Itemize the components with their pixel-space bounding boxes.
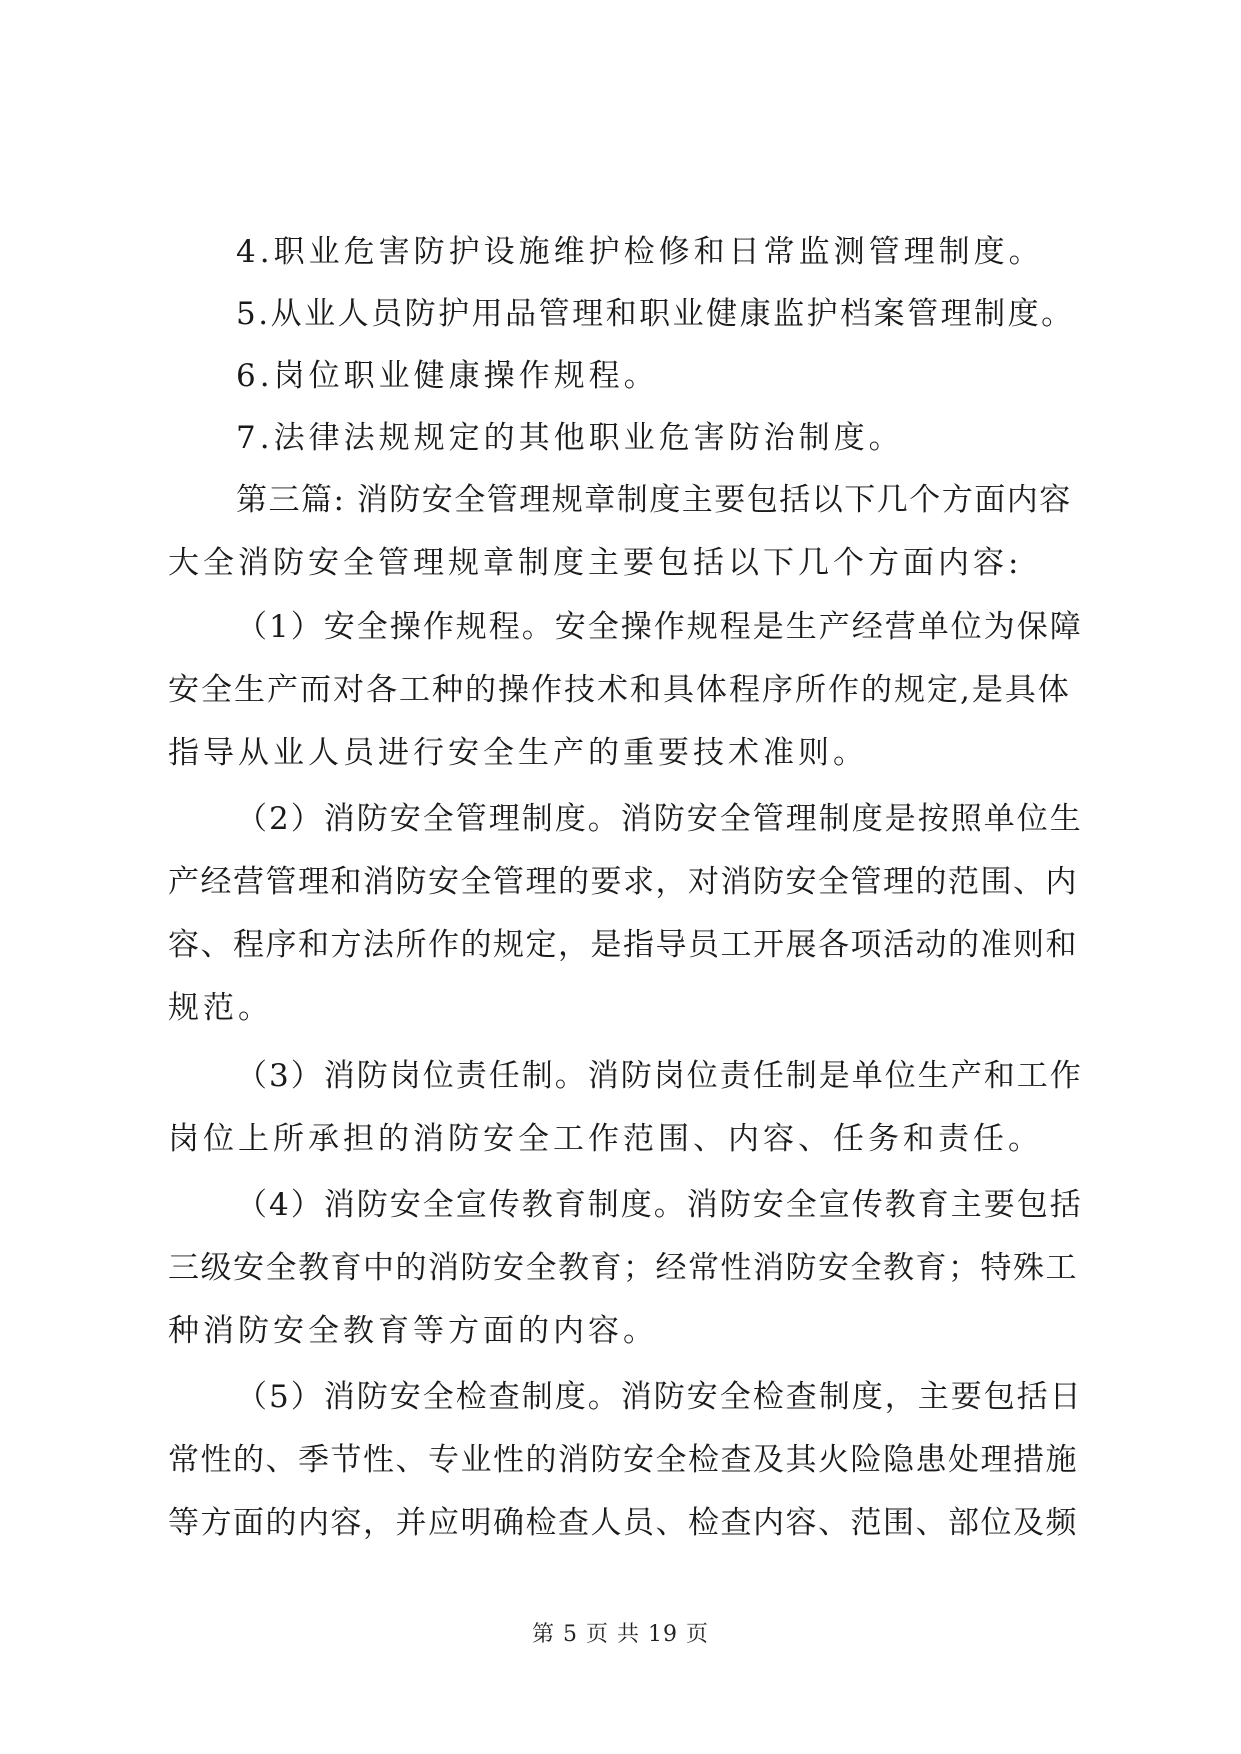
body-line: 产经营管理和消防安全管理的要求，对消防安全管理的范围、内: [168, 864, 1078, 900]
paragraph-line: （2）消防安全管理制度。消防安全管理制度是按照单位生: [236, 801, 1083, 837]
body-line: 4.职业危害防护设施维护检修和日常监测管理制度。: [236, 234, 1044, 270]
body-line: 三级安全教育中的消防安全教育；经常性消防安全教育；特殊工: [168, 1250, 1078, 1286]
paragraph-line: （3）消防岗位责任制。消防岗位责任制是单位生产和工作: [236, 1058, 1083, 1094]
paragraph-line: （5）消防安全检查制度。消防安全检查制度，主要包括日: [236, 1379, 1083, 1415]
body-line: 常性的、季节性、专业性的消防安全检查及其火险隐患处理措施: [168, 1442, 1078, 1478]
body-line: 大全消防安全管理规章制度主要包括以下几个方面内容:: [168, 545, 1023, 581]
paragraph-line: （4）消防安全宣传教育制度。消防安全宣传教育主要包括: [236, 1187, 1083, 1223]
body-line: 规范。: [168, 990, 273, 1026]
paragraph-line: （1）安全操作规程。安全操作规程是生产经营单位为保障: [236, 609, 1083, 645]
body-line: 安全生产而对各工种的操作技术和具体程序所作的规定,是具体: [168, 672, 1071, 708]
body-line: 等方面的内容，并应明确检查人员、检查内容、范围、部位及频: [168, 1505, 1078, 1541]
body-line: 岗位上所承担的消防安全工作范围、内容、任务和责任。: [168, 1121, 1043, 1157]
page-number-footer: 第 5 页 共 19 页: [532, 1622, 709, 1647]
body-line: 6.岗位职业健康操作规程。: [236, 358, 659, 394]
section-heading-line: 第三篇: 消防安全管理规章制度主要包括以下几个方面内容: [236, 482, 1072, 518]
body-line: 5.从业人员防护用品管理和职业健康监护档案管理制度。: [236, 296, 1075, 332]
body-line: 指导从业人员进行安全生产的重要技术准则。: [168, 735, 868, 771]
body-line: 7.法律法规规定的其他职业危害防治制度。: [236, 420, 904, 456]
body-line: 种消防安全教育等方面的内容。: [168, 1313, 658, 1349]
body-line: 容、程序和方法所作的规定，是指导员工开展各项活动的准则和: [168, 927, 1078, 963]
